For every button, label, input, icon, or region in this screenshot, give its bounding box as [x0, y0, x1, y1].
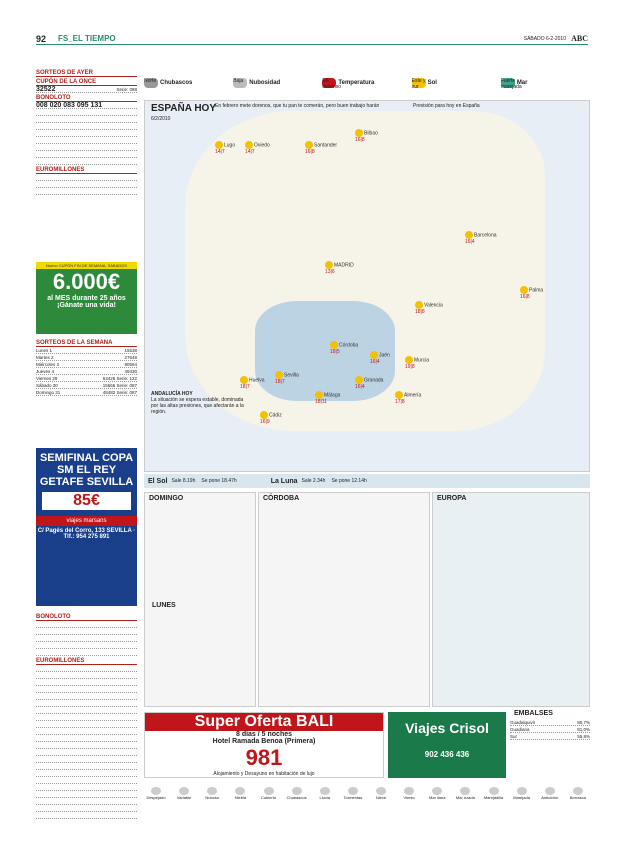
symbol-label: Nuboso: [205, 795, 220, 800]
city-name: Murcia: [414, 357, 430, 364]
city-temps: 16|4: [355, 384, 365, 390]
moon-label: La Luna: [270, 477, 298, 485]
andalucia-text: [151, 391, 251, 415]
city-temps: 14|7: [215, 149, 225, 155]
city-temps: 16|4: [370, 359, 380, 365]
embalses-heading: EMBALSES: [514, 710, 553, 717]
draw-row: [36, 368, 137, 375]
crisol-advertisement[interactable]: [388, 712, 506, 778]
draw-value: 90594: [124, 362, 137, 367]
weather-symbol: [538, 787, 562, 809]
reservoir-pct: 81,0%: [577, 727, 590, 732]
draw-row: [36, 389, 137, 396]
symbols-legend: [144, 787, 590, 809]
legend-icon: Norte: [144, 78, 158, 88]
once-serie: Serie: 088: [116, 87, 137, 92]
bali-note: Alojamiento y Desayuno en habitación de lujo: [213, 771, 315, 777]
legend-icon: En ascenso: [322, 78, 342, 90]
section-title: FS_EL TIEMPO: [58, 34, 116, 43]
ad2-price: 85€: [42, 492, 131, 510]
city-temps: 18|11: [315, 399, 328, 405]
symbol-label: Mar rizada: [455, 795, 475, 800]
sun-icon: [405, 356, 413, 364]
city-name: MADRID: [334, 262, 354, 269]
sorteos-semana-heading: SORTEOS DE LA SEMANA: [36, 340, 137, 347]
cordoba-map: [258, 492, 430, 707]
once-number: 32522: [36, 86, 56, 93]
city-forecast: [275, 371, 299, 385]
symbol-icon: [320, 787, 330, 795]
city-name: Sevilla: [284, 372, 299, 379]
symbol-icon: [235, 787, 245, 795]
draw-day: Viernes 29: [36, 376, 58, 381]
city-forecast: [260, 411, 282, 425]
sun-label: El Sol: [148, 477, 168, 485]
reservoir-row: [510, 726, 590, 733]
city-name: Cádiz: [269, 412, 282, 419]
ad-amount: 6.000€: [52, 269, 121, 294]
symbol-icon: [179, 787, 189, 795]
bali-hotel: Hotel Ramada Benoa (Primera): [212, 738, 316, 745]
symbol-icon: [517, 787, 527, 795]
symbol-icon: [348, 787, 358, 795]
symbol-label: Mar llana: [429, 795, 446, 800]
weather-symbol: [397, 787, 421, 809]
draw-day: Domingo 31: [36, 390, 61, 395]
moonrise: Sale 2.34h: [301, 478, 326, 484]
symbol-label: Marejadilla: [483, 795, 504, 800]
draw-value: 49430: [124, 369, 137, 374]
city-temps: 16|8: [355, 137, 365, 143]
sun-icon: [315, 391, 323, 399]
city-forecast: [355, 376, 383, 390]
travel-advertisement[interactable]: [36, 448, 137, 606]
bonoloto-heading-2: BONOLOTO: [36, 614, 137, 621]
lunes-heading: LUNES: [152, 602, 176, 609]
sun-moon-bar: [144, 474, 590, 488]
weather-legend: [144, 68, 590, 98]
legend-title: Nubosidad: [249, 80, 281, 86]
weather-symbol: [510, 787, 534, 809]
crisol-phone: 902 436 436: [424, 750, 470, 759]
europe-map: [432, 492, 590, 707]
sun-icon: [330, 341, 338, 349]
symbol-icon: [573, 787, 583, 795]
city-name: Lugo: [224, 142, 236, 149]
city-forecast: [415, 301, 443, 315]
sun-icon: [275, 371, 283, 379]
draw-day: Miércoles 3: [36, 362, 60, 367]
weather-symbol: [228, 787, 252, 809]
legend-title: Mar: [516, 80, 528, 86]
lottery-column: [36, 68, 137, 195]
weather-symbol: [313, 787, 337, 809]
draw-row: [36, 361, 137, 368]
weather-symbol: [566, 787, 590, 809]
city-forecast: [215, 141, 235, 155]
legend-icon: Este y sur: [411, 78, 426, 90]
draw-value: 15538: [124, 348, 137, 353]
draw-value: 48482 Serie: 087: [102, 390, 137, 395]
reservoirs-panel: [510, 708, 590, 740]
issue-date: SÁBADO 6-2-2010: [523, 36, 566, 42]
legend-item: [144, 68, 233, 98]
euromillones-heading: EUROMILLONES: [36, 167, 137, 174]
andalucia-title: ANDALUCÍA HOY: [151, 391, 193, 397]
city-temps: 17|8: [395, 399, 405, 405]
ad-top-text: Nuevo CUPÓN FIN DE SEMANA, SÁBADOS: [36, 262, 137, 269]
reservoir-row: [510, 733, 590, 740]
bonoloto-numbers: 008 020 083 095 131: [36, 102, 103, 109]
sun-icon: [370, 351, 378, 359]
ad-cta: ¡Gánate una vida!: [57, 302, 116, 309]
weather-symbol: [285, 787, 309, 809]
symbol-label: Viento: [403, 795, 415, 800]
euromillones-heading-2: EUROMILLONES: [36, 658, 137, 665]
city-temps: 16|9: [260, 419, 270, 425]
once-heading: CUPÓN DE LA ONCE: [36, 79, 137, 86]
symbol-icon: [292, 787, 302, 795]
reservoir-name: Guadiana: [510, 727, 530, 732]
city-forecast: [245, 141, 270, 155]
bali-duration: 8 días / 5 noches: [235, 731, 293, 738]
forecast-text: Previsión para hoy en España: [413, 103, 480, 109]
draw-row: [36, 354, 137, 361]
city-forecast: [325, 261, 354, 275]
symbol-icon: [404, 787, 414, 795]
draw-row: [36, 375, 137, 382]
city-forecast: [465, 231, 497, 245]
sun-icon: [245, 141, 253, 149]
symbol-label: Variable: [176, 795, 192, 800]
ad2-footer: viajes marsans: [36, 516, 137, 526]
legend-item: [412, 68, 501, 98]
weather-symbol: [172, 787, 196, 809]
symbol-label: Despejado: [146, 795, 166, 800]
sunset: Se pone 18.47h: [201, 478, 237, 484]
legend-title: Chubascos: [160, 80, 193, 86]
more-draws: [36, 612, 137, 819]
reservoir-name: Sur: [510, 734, 518, 739]
sun-icon: [415, 301, 423, 309]
city-temps: 18|8: [415, 309, 425, 315]
spain-map: [144, 100, 590, 472]
legend-icon: Baja: [233, 78, 247, 88]
weather-symbol: [482, 787, 506, 809]
city-name: Huelva: [249, 377, 265, 384]
sun-icon: [520, 286, 528, 294]
symbol-label: Lluvia: [319, 795, 330, 800]
city-temps: 18|7: [275, 379, 285, 385]
draw-value: 27648: [124, 355, 137, 360]
city-name: Oviedo: [254, 142, 270, 149]
andalucia-body: La situación se espera estable, dominada por las altas presiones, que afectarán a la región.: [151, 397, 244, 415]
city-temps: 19|8: [405, 364, 415, 370]
city-temps: 14|7: [245, 149, 255, 155]
sun-icon: [215, 141, 223, 149]
spain-intro: En febrero mete dorenos, que tu pan te comerán, pero buen trabajo harán: [215, 103, 380, 109]
europa-heading: EUROPA: [437, 495, 467, 502]
week-draws: [36, 338, 137, 396]
cordoba-heading: CÓRDOBA: [263, 495, 300, 502]
symbol-label: Chubascos: [286, 795, 307, 800]
city-forecast: [305, 141, 337, 155]
moonset: Se pone 12.14h: [331, 478, 367, 484]
ad-subtitle: al MES durante 25 años: [47, 295, 126, 302]
draw-row: [36, 347, 137, 354]
weather-symbol: [144, 787, 168, 809]
city-name: Barcelona: [474, 232, 497, 239]
sun-icon: [355, 376, 363, 384]
legend-item: [501, 68, 590, 98]
symbol-icon: [432, 787, 442, 795]
crisol-title: Viajes Crisol: [405, 720, 489, 736]
draw-day: Martes 2: [36, 355, 54, 360]
bonoloto-heading: BONOLOTO: [36, 95, 137, 102]
draw-value: 63425 Serie: 122: [102, 376, 137, 381]
symbol-label: Borrasca: [569, 795, 586, 800]
city-name: Córdoba: [339, 342, 359, 349]
page-header: [36, 34, 588, 45]
weather-symbol: [369, 787, 393, 809]
weather-symbol: [200, 787, 224, 809]
symbol-label: Nieve: [375, 795, 387, 800]
sun-icon: [395, 391, 403, 399]
spain-title: ESPAÑA HOY: [151, 103, 217, 114]
sun-icon: [240, 376, 248, 384]
sun-icon: [305, 141, 313, 149]
symbol-icon: [151, 787, 161, 795]
city-temps: 13|6: [325, 269, 335, 275]
domingo-heading: DOMINGO: [149, 495, 184, 502]
symbol-label: Tormentas: [343, 795, 363, 800]
legend-item: [233, 68, 322, 98]
once-advertisement[interactable]: [36, 262, 137, 334]
symbol-icon: [264, 787, 274, 795]
reservoir-name: Guadalquivir: [510, 720, 536, 725]
sun-icon: [465, 231, 473, 239]
draw-day: Jueves 4: [36, 369, 55, 374]
reservoir-pct: 80,7%: [577, 720, 590, 725]
city-name: Valencia: [424, 302, 443, 309]
sun-icon: [355, 129, 363, 137]
city-forecast: [330, 341, 358, 355]
city-forecast: [395, 391, 421, 405]
symbol-label: Anticiclón: [541, 795, 559, 800]
draw-day: Lunes 1: [36, 348, 53, 353]
bali-price: 981: [245, 745, 283, 770]
city-name: Málaga: [324, 392, 341, 399]
ad2-address: C/ Pagés del Corro, 133 SEVILLA · Tlf.: 954 275 891: [37, 528, 136, 540]
brand-logo: ABC: [571, 34, 588, 43]
symbol-icon: [376, 787, 386, 795]
weather-symbol: [425, 787, 449, 809]
legend-item: [322, 68, 411, 98]
city-name: Granada: [364, 377, 384, 384]
sun-icon: [325, 261, 333, 269]
symbol-icon: [545, 787, 555, 795]
bali-advertisement[interactable]: [144, 712, 384, 778]
sunrise: Sale 8.19h: [171, 478, 196, 484]
symbol-icon: [489, 787, 499, 795]
symbol-label: Marejada: [513, 795, 530, 800]
city-forecast: [405, 356, 429, 370]
city-forecast: [315, 391, 340, 405]
weather-symbol: [257, 787, 281, 809]
city-temps: 16|8: [305, 149, 315, 155]
reservoir-pct: 55,8%: [577, 734, 590, 739]
spain-date: 6/2/2010: [151, 116, 171, 122]
city-name: Jaén: [379, 352, 390, 359]
draw-row: [36, 382, 137, 389]
reservoir-row: [510, 719, 590, 726]
symbol-icon: [207, 787, 217, 795]
city-name: Almería: [404, 392, 422, 399]
sun-icon: [260, 411, 268, 419]
ad2-title: SEMIFINAL COPA SM EL REY GETAFE SEVILLA: [39, 452, 134, 488]
city-name: Santander: [314, 142, 338, 149]
bali-title: Super Oferta BALI: [145, 713, 383, 731]
semana-list: [36, 347, 137, 396]
embalses-list: [510, 719, 590, 740]
city-temps: 16|8: [520, 294, 530, 300]
weather-symbol: [453, 787, 477, 809]
legend-title: Temperatura: [338, 80, 375, 86]
city-temps: 18|7: [240, 384, 250, 390]
city-forecast: [520, 286, 543, 300]
legend-title: Sol: [427, 80, 437, 86]
city-name: Palma: [529, 287, 544, 294]
city-forecast: [370, 351, 390, 365]
symbol-icon: [460, 787, 470, 795]
city-forecast: [240, 376, 265, 390]
draw-value: 15666 Serie: 087: [102, 383, 137, 388]
legend-icon: Fuerte marejada: [500, 78, 522, 90]
city-temps: 16|4: [465, 239, 475, 245]
symbol-label: Niebla: [234, 795, 247, 800]
draw-day: Sábado 30: [36, 383, 58, 388]
symbol-label: Cubierto: [260, 795, 277, 800]
city-temps: 18|5: [330, 349, 340, 355]
weather-symbol: [341, 787, 365, 809]
city-name: Bilbao: [364, 130, 378, 137]
page-number: 92: [36, 34, 47, 44]
sorteos-ayer-heading: SORTEOS DE AYER: [36, 70, 137, 77]
city-forecast: [355, 129, 378, 143]
